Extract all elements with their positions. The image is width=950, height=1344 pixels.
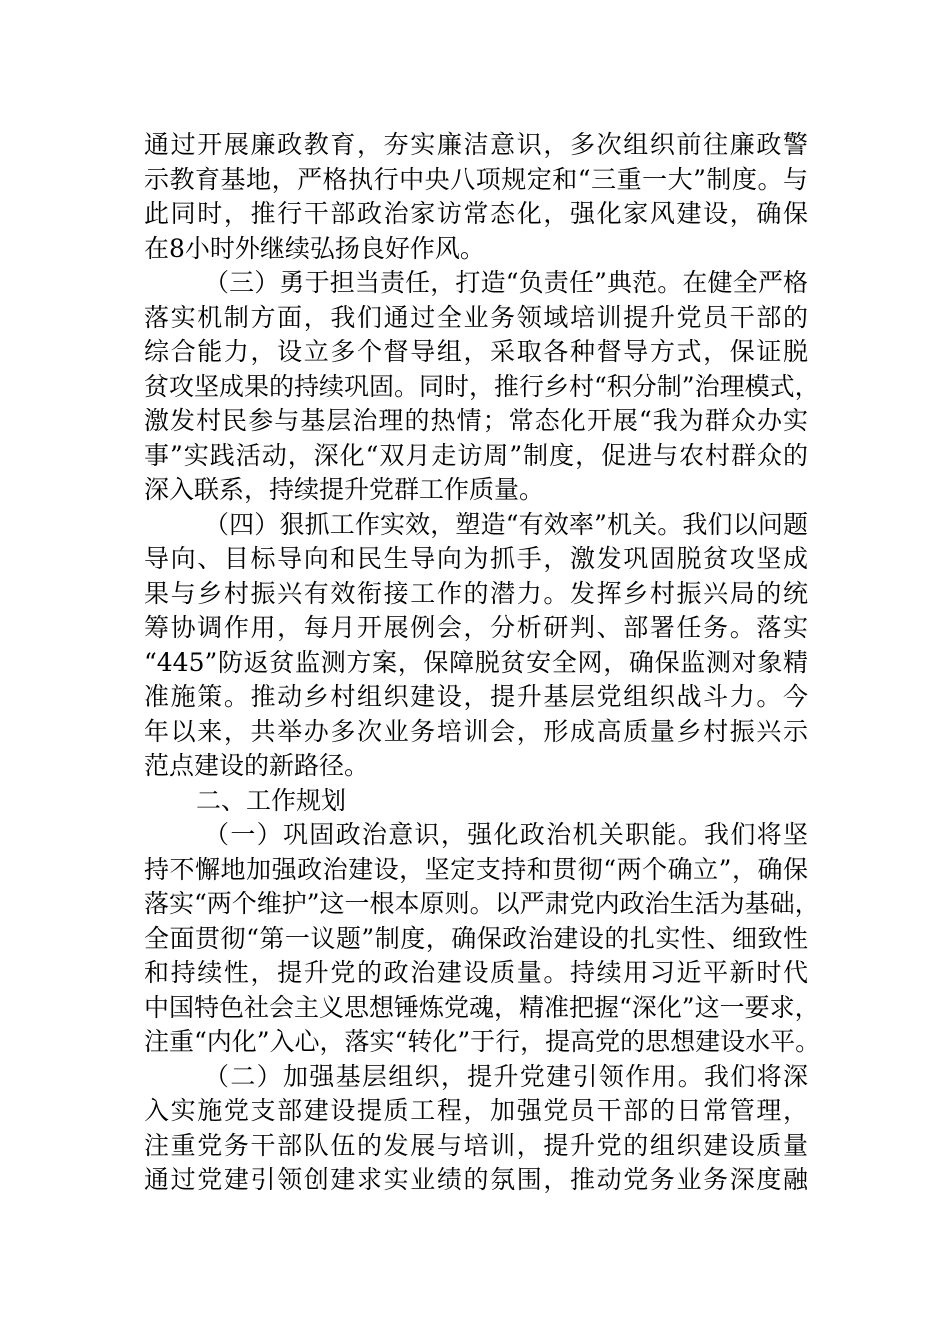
text-line: 持不懈地加强政治建设，坚定支持和贯彻“两个确立”，确保 [144,854,808,884]
text-line: 事”实践活动，深化“双月走访周”制度，促进与农村群众的 [144,440,808,470]
text-line: 示教育基地，严格执行中央八项规定和“三重一大”制度。与 [144,164,808,194]
text-line: 范点建设的新路径。 [144,751,370,780]
text-line: 全面贯彻“第一议题”制度，确保政治建设的扎实性、细致性 [144,923,808,953]
section-heading: 二、工作规划 [196,785,347,815]
text-line: 导向、目标导向和民生导向为抓手，激发巩固脱贫攻坚成 [144,544,808,573]
paragraph-start-line: （三）勇于担当责任，打造“负责任”典范。在健全严格 [204,268,808,297]
document-body [144,128,821,1198]
paragraph-start-line: （四）狠抓工作实效，塑造“有效率”机关。我们以问题 [204,509,808,539]
paragraph-start-line: （二）加强基层组织，提升党建引领作用。我们将深 [204,1061,808,1091]
text-line: 通过开展廉政教育，夯实廉洁意识，多次组织前往廉政警 [144,130,808,159]
text-line: 年以来，共举办多次业务培训会，形成高质量乡村振兴示 [144,716,808,746]
text-line: 注重“内化”入心，落实“转化”于行，提高党的思想建设水平。 [144,1027,821,1056]
text-line: 激发村民参与基层治理的热情；常态化开展“我为群众办实 [144,406,808,435]
text-line: 此同时，推行干部政治家访常态化，强化家风建设，确保 [144,199,808,228]
text-line: 入实施党支部建设提质工程，加强党员干部的日常管理， [144,1096,808,1125]
text-line: 准施策。推动乡村组织建设，提升基层党组织战斗力。今 [144,682,808,711]
text-line: 注重党务干部队伍的发展与培训，提升党的组织建设质量 [144,1130,808,1160]
text-line: 中国特色社会主义思想锤炼党魂，精准把握“深化”这一要求， [144,992,820,1022]
text-line: 筹协调作用，每月开展例会，分析研判、部署任务。落实 [144,613,808,642]
text-line: 落实机制方面，我们通过全业务领域培训提升党员干部的 [144,302,808,332]
text-line: 通过党建引领创建求实业绩的氛围，推动党务业务深度融 [144,1165,808,1194]
text-line: 综合能力，设立多个督导组，采取各种督导方式，保证脱 [144,337,808,366]
text-line: “445”防返贫监测方案，保障脱贫安全网，确保监测对象精 [144,647,808,677]
text-line: 落实“两个维护”这一根本原则。以严肃党内政治生活为基础， [144,889,820,918]
text-line: 果与乡村振兴有效衔接工作的潜力。发挥乡村振兴局的统 [144,578,808,608]
paragraph-start-line: （一）巩固政治意识，强化政治机关职能。我们将坚 [204,820,808,849]
text-line: 贫攻坚成果的持续巩固。同时，推行乡村“积分制”治理模式， [144,371,820,401]
text-line: 深入联系，持续提升党群工作质量。 [144,475,545,504]
text-line: 在8小时外继续弘扬良好作风。 [144,233,485,263]
text-line: 和持续性，提升党的政治建设质量。持续用习近平新时代 [144,958,808,987]
